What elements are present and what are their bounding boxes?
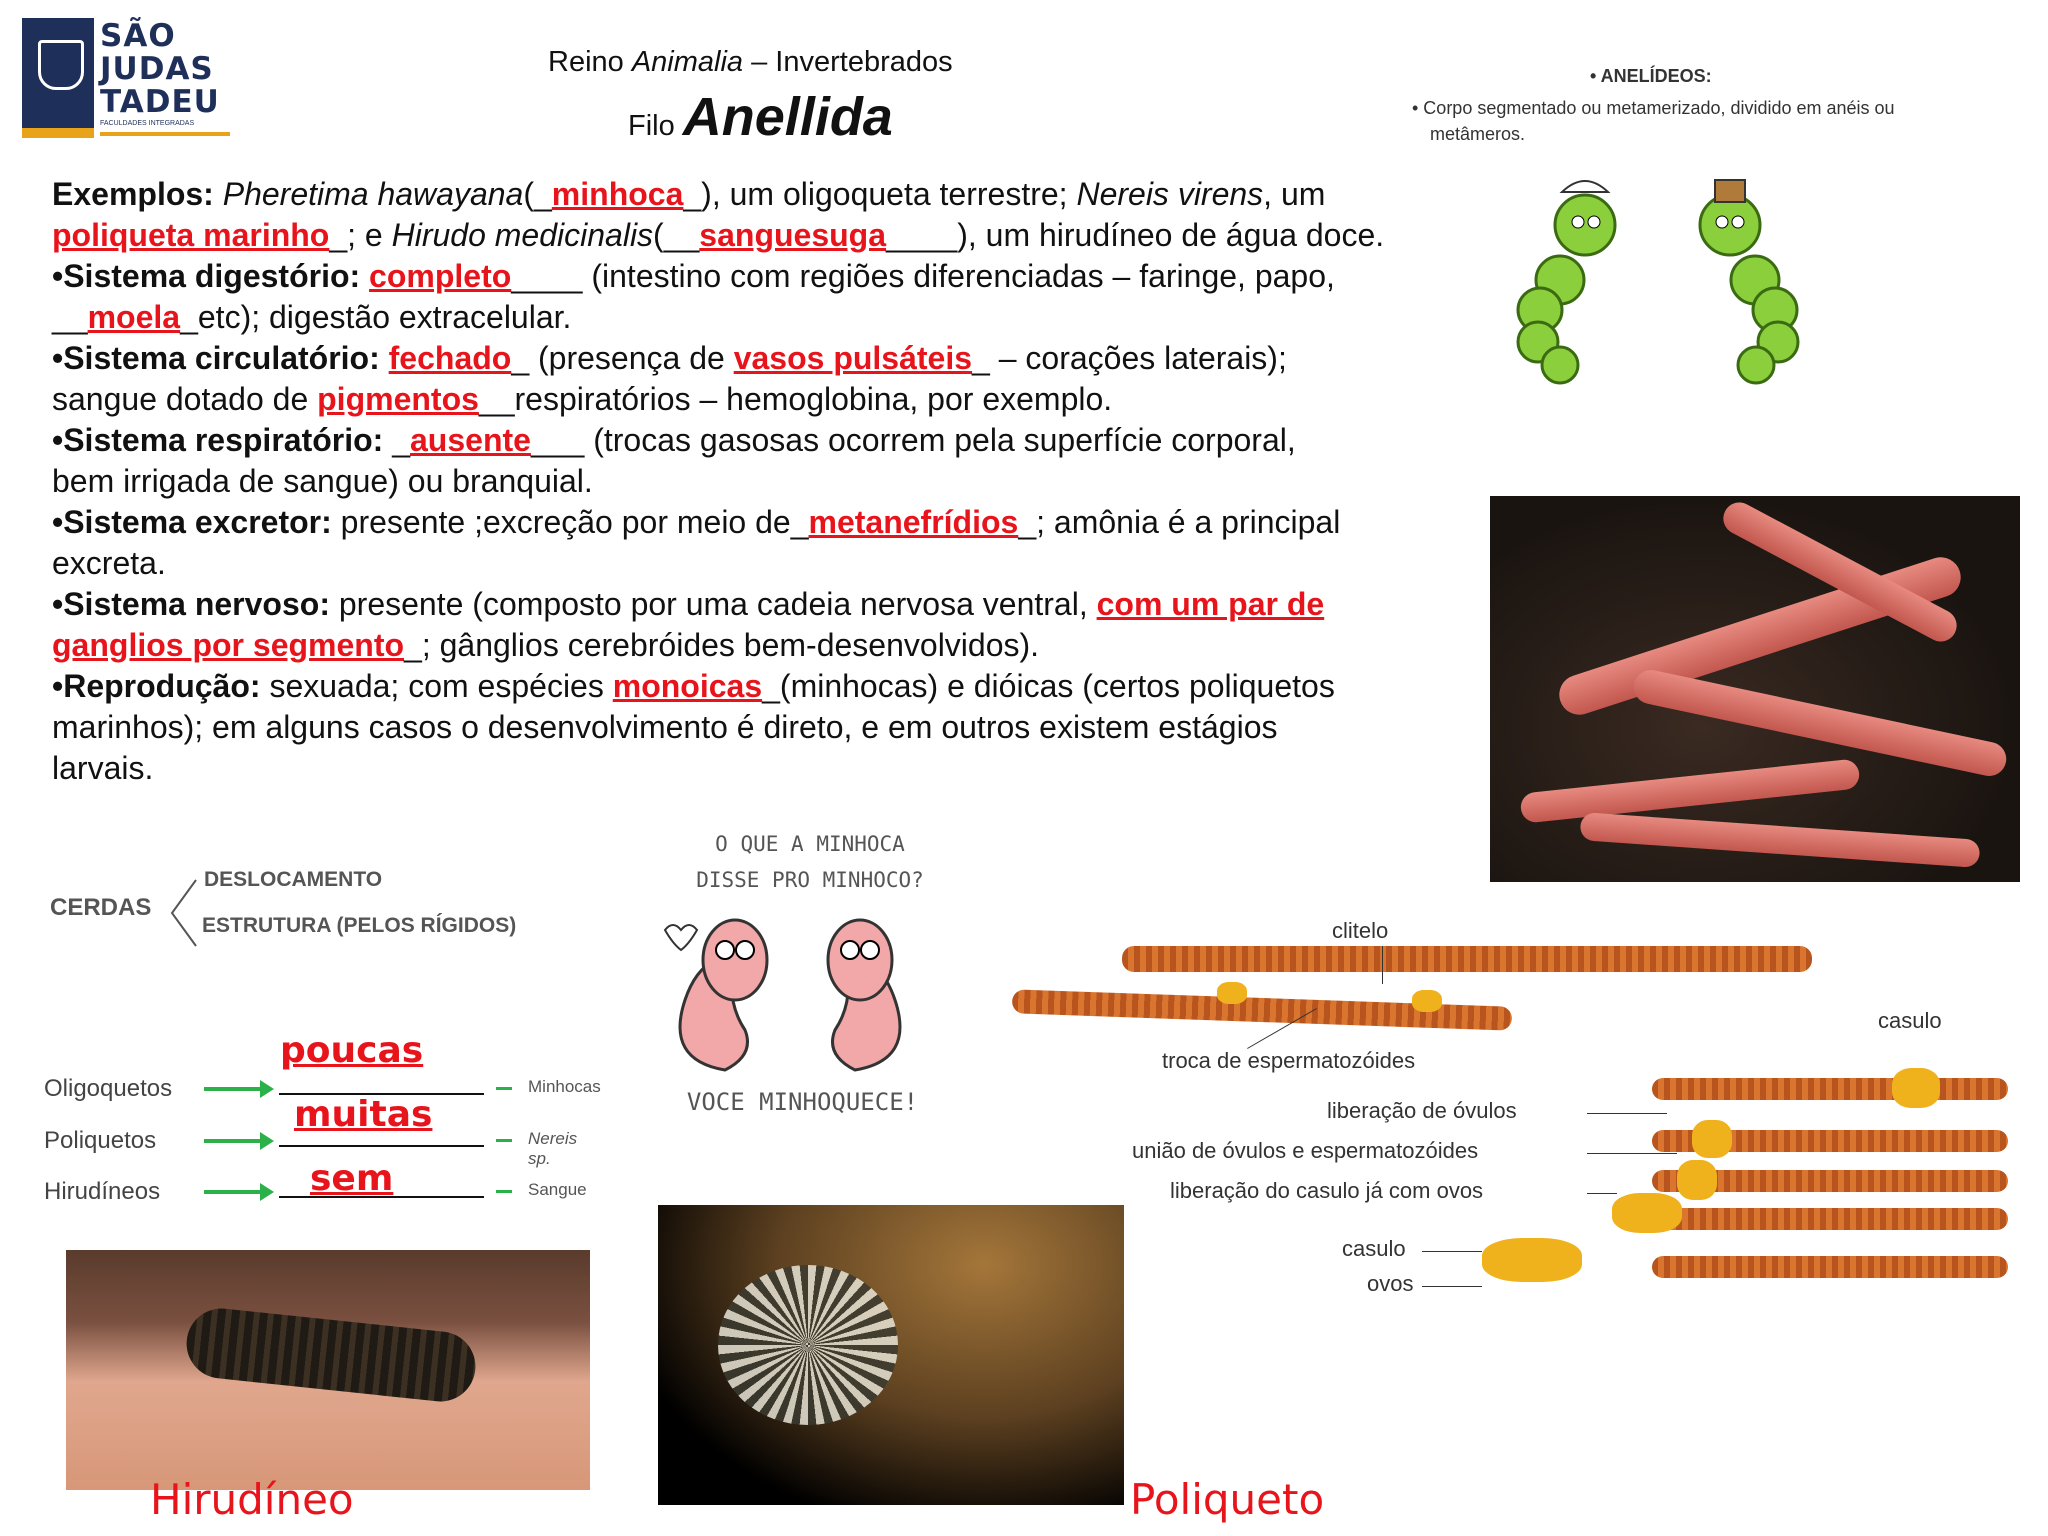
page-subtitle: Reino Animalia – Invertebrados: [548, 46, 953, 78]
cartoon-answer: VOCE MINHOQUECE!: [686, 1088, 919, 1116]
respiratory-paragraph: •Sistema respiratório: _ausente___ (trocas gasosas ocorrem pela superfície corporal, bem irrigada de sangue) ou branquial.: [52, 422, 1296, 499]
earthworm-reproduction-diagram: clitelo troca de espermatozóides casulo liberação de óvulos união de óvulos e espermatozóides liberação do casulo já com ovos casulo ovos: [1012, 918, 2008, 1306]
answer-poucas: poucas: [280, 1030, 424, 1071]
cartoon-question: O QUE A MINHOCA DISSE PRO MINHOCO?: [696, 832, 924, 892]
polychaete-photo: [658, 1205, 1124, 1505]
logo-subtitle: FACULDADES INTEGRADAS: [100, 120, 195, 127]
examples-paragraph: Exemplos: Pheretima hawayana(_minhoca_), um oligoqueta terrestre; Nereis virens, um poliqueta marinho_; e Hirudo medicinalis(__sanguesuga____), um hirudíneo de água doce.: [52, 176, 1385, 253]
minhoca-joke-cartoon: [645, 820, 960, 1120]
earthworms-in-soil-photo: [1490, 496, 2020, 882]
leech-photo: [66, 1250, 590, 1490]
answer-muitas: muitas: [294, 1094, 433, 1135]
logo-emblem-icon: [22, 18, 94, 138]
page-title: Filo Anellida: [628, 87, 893, 147]
table-row: Hirudíneos Sangue: [44, 1178, 587, 1205]
circulatory-paragraph: •Sistema circulatório: fechado_ (presença de vasos pulsáteis_ – corações laterais); sangue dotado de pigmentos__respiratórios – hemoglobina, por exemplo.: [52, 340, 1287, 417]
reproduction-paragraph: •Reprodução: sexuada; com espécies monoicas_(minhocas) e dióicas (certos poliquetos marinhos); em alguns casos o desenvolvimento é direto, e em outros existem estágios larvais.: [52, 668, 1335, 786]
main-text: [52, 174, 1452, 789]
table-row: Oligoquetos Minhocas: [44, 1075, 601, 1102]
digestive-paragraph: •Sistema digestório: completo____ (intestino com regiões diferenciadas – faringe, papo, __moela_etc); digestão extracelular.: [52, 258, 1335, 335]
answer-sem: sem: [310, 1158, 394, 1199]
excretory-paragraph: •Sistema excretor: presente ;excreção por meio de_metanefrídios_; amônia é a principal excreta.: [52, 504, 1341, 581]
nervous-paragraph: •Sistema nervoso: presente (composto por uma cadeia nervosa ventral, com um par de ganglios por segmento_; gânglios cerebróides bem-desenvolvidos).: [52, 586, 1325, 663]
anelideos-note: • ANELÍDEOS: • Corpo segmentado ou metamerizado, dividido em anéis ou metâmeros.: [1412, 66, 1895, 144]
cerdas-table: [44, 1030, 604, 1210]
cerdas-diagram: CERDAS DESLOCAMENTO ESTRUTURA (PELOS RÍGIDOS): [50, 866, 570, 966]
university-logo: [22, 18, 232, 143]
cartoon-worm-couple-image: [1490, 160, 1830, 390]
caption-hirudineo: Hirudíneo: [150, 1475, 354, 1524]
table-row: Poliquetos Nereis sp.: [44, 1127, 578, 1168]
caption-poliqueto: Poliqueto: [1130, 1475, 1325, 1524]
logo-wordmark: SÃO JUDAS TADEU: [100, 18, 220, 120]
